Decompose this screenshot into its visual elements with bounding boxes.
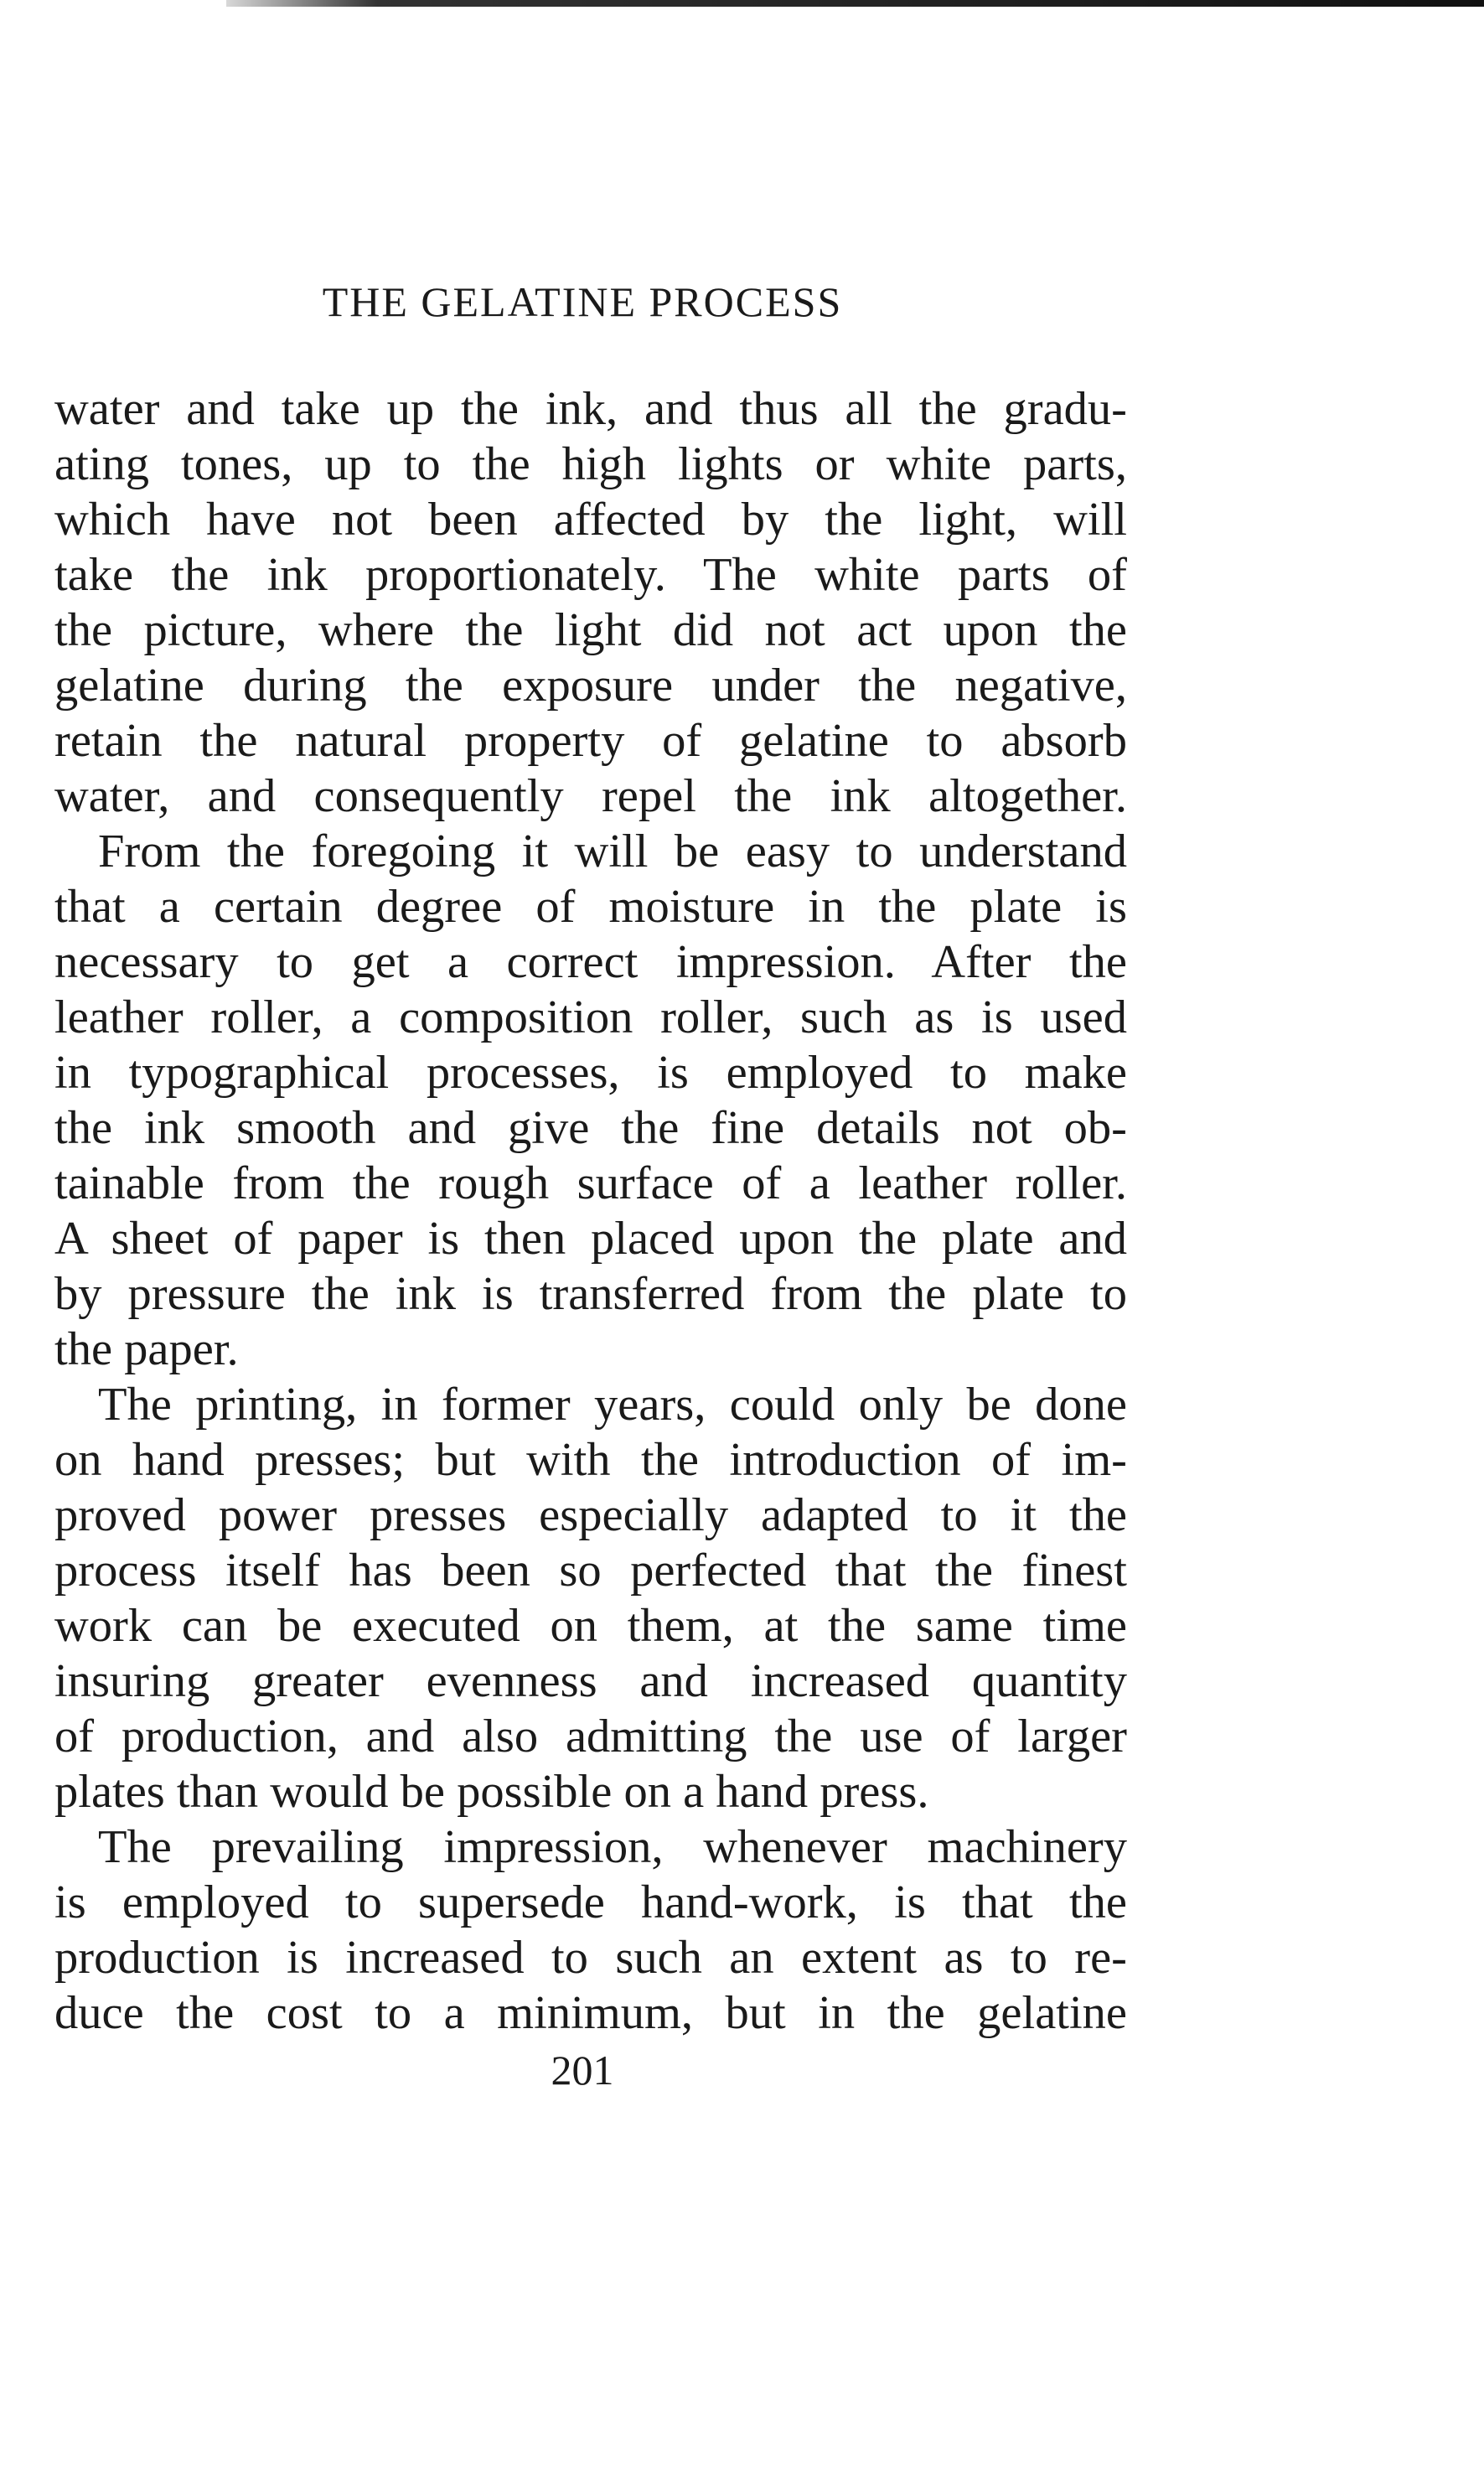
- text-line: The prevailing impression, whenever machinery: [98, 1821, 1127, 1873]
- text-line: The printing, in former years, could only be done: [98, 1379, 1127, 1431]
- text-line: is employed to supersede hand-work, is that the: [54, 1876, 1127, 1928]
- text-line: From the foregoing it will be easy to understand: [98, 826, 1127, 877]
- paragraph-4: [54, 1819, 1127, 2041]
- text-line: water and take up the ink, and thus all the gradu-: [54, 383, 1127, 435]
- text-line: take the ink proportionately. The white parts of: [54, 549, 1127, 601]
- page-number: 201: [551, 2047, 614, 2094]
- text-line: by pressure the ink is transferred from the plate to: [54, 1268, 1127, 1320]
- text-line: production is increased to such an extent as to re-: [54, 1932, 1127, 1984]
- text-line: work can be executed on them, at the same time: [54, 1600, 1127, 1652]
- text-line: necessary to get a correct impression. After the: [54, 936, 1127, 988]
- text-line: gelatine during the exposure under the negative,: [54, 660, 1127, 712]
- text-line: on hand presses; but with the introduction of im-: [54, 1434, 1127, 1486]
- text-line: proved power presses especially adapted to it the: [54, 1489, 1127, 1541]
- paragraph-2: [54, 824, 1127, 1377]
- text-line: the picture, where the light did not act upon the: [54, 604, 1127, 656]
- text-line: water, and consequently repel the ink altogether.: [54, 770, 1127, 822]
- text-line: plates than would be possible on a hand press.: [54, 1766, 929, 1818]
- text-line: the paper.: [54, 1323, 239, 1375]
- text-line: retain the natural property of gelatine to absorb: [54, 715, 1127, 767]
- text-line: leather roller, a composition roller, such as is used: [54, 991, 1127, 1043]
- text-line: process itself has been so perfected that the finest: [54, 1545, 1127, 1597]
- paragraph-3: [54, 1377, 1127, 1819]
- text-line: that a certain degree of moisture in the plate is: [54, 881, 1127, 933]
- text-line: ating tones, up to the high lights or white parts,: [54, 438, 1127, 490]
- text-line: A sheet of paper is then placed upon the plate and: [54, 1213, 1127, 1265]
- text-line: tainable from the rough surface of a leather roller.: [54, 1157, 1127, 1209]
- body-text: [54, 381, 1127, 2041]
- text-line: insuring greater evenness and increased quantity: [54, 1655, 1127, 1707]
- text-line: which have not been affected by the light, will: [54, 494, 1127, 546]
- top-edge-rule: [226, 0, 1484, 7]
- text-line: the ink smooth and give the fine details not ob-: [54, 1102, 1127, 1154]
- text-line: of production, and also admitting the use of larger: [54, 1711, 1127, 1762]
- running-head: THE GELATINE PROCESS: [322, 278, 843, 325]
- text-line: in typographical processes, is employed to make: [54, 1047, 1127, 1099]
- text-line: duce the cost to a minimum, but in the gelatine: [54, 1987, 1127, 2039]
- paragraph-1: [54, 381, 1127, 824]
